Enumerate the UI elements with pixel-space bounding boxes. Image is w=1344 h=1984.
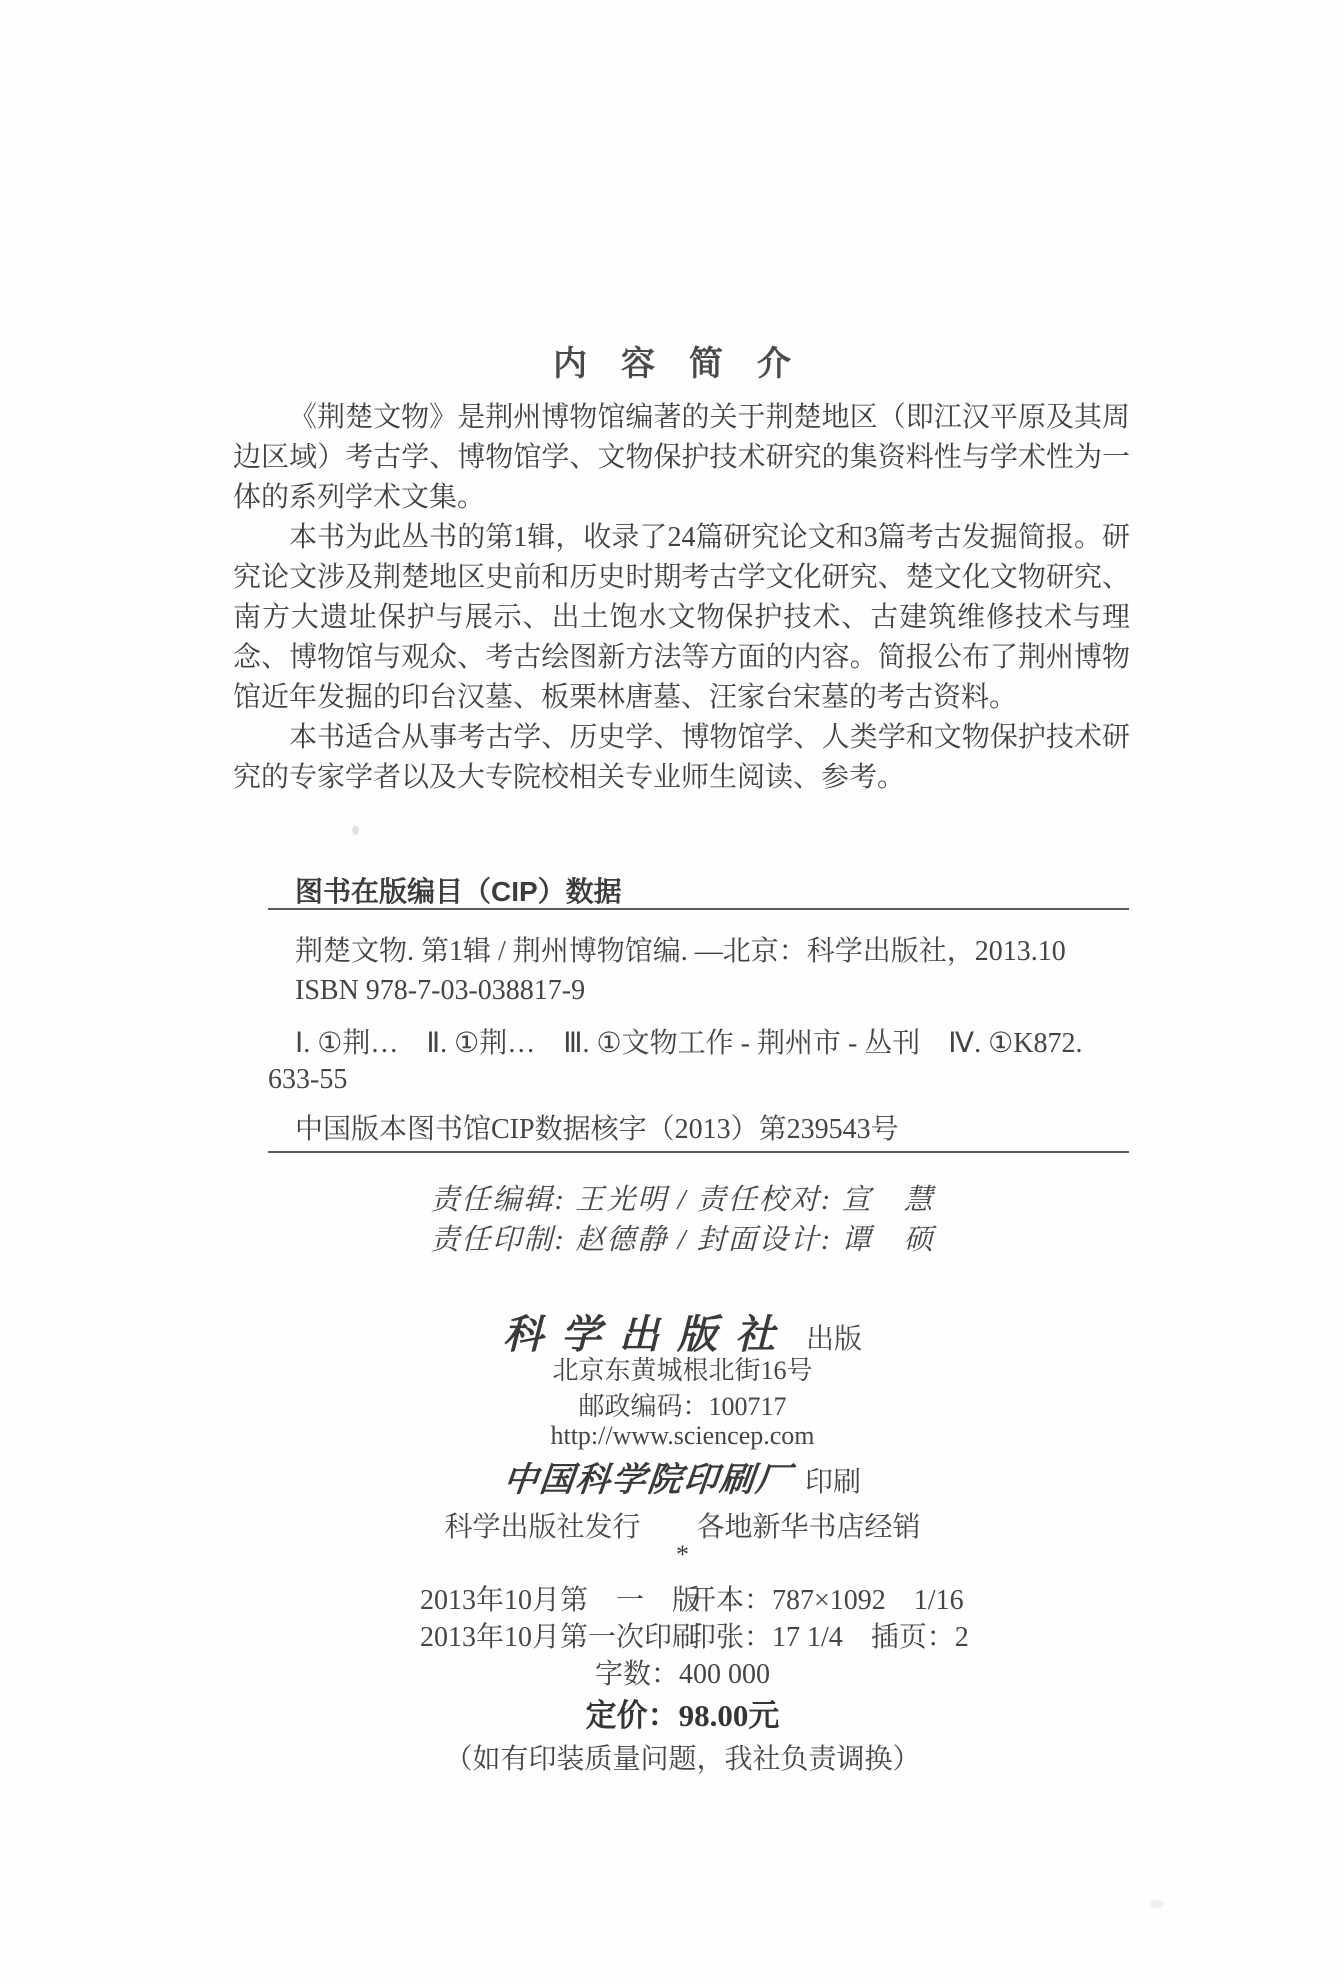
publisher-url: http://www.sciencep.com	[550, 1421, 815, 1450]
printer-logo-text: 中国科学院印刷厂	[501, 1462, 794, 1499]
scan-speck	[352, 826, 359, 835]
page-title: 内 容 简 介	[553, 345, 791, 383]
publisher-postcode: 邮政编码：100717	[578, 1392, 787, 1421]
intro-paragraph: 《荆楚文物》是荆州博物馆编著的关于荆楚地区（即江汉平原及其周边区域）考古学、博物馆学、文物保护技术研究的集资料性与学术性为一体的系列学术文集。	[233, 402, 1130, 513]
cip-classification-line: Ⅰ. ①荆… Ⅱ. ①荆… Ⅲ. ①文物工作 - 荆州市 - 丛刊 Ⅳ. ①K872.	[295, 1028, 1083, 1059]
intro-paragraph: 本书适合从事考古学、历史学、博物馆学、人类学和文物保护技术研究的专家学者以及大专院校相关专业师生阅读、参考。	[233, 722, 1130, 793]
format-spec: 开本：787×1092 1/16	[688, 1585, 964, 1616]
sheets-spec: 印张：17 1/4 插页：2	[688, 1622, 969, 1653]
credits-printing-line: 责任印制: 赵德静 / 封面设计: 谭 硕	[430, 1224, 935, 1256]
word-count: 字数：400 000	[594, 1659, 770, 1690]
intro-paragraph: 本书为此丛书的第1辑，收录了24篇研究论文和3篇考古发掘简报。研究论文涉及荆楚地区史前和历史时期考古学文化研究、楚文化文物研究、南方大遗址保护与展示、出土饱水文物保护技术、古建筑维修技术与理念、博物馆与观众、考古绘图新方法等方面的内容。简报公布了荆州博物馆近年发掘的印台汉墓、板栗林唐墓、汪家台宋墓的考古资料。	[233, 522, 1130, 713]
printer-line	[235, 1452, 1130, 1501]
publisher-address: 北京东黄城根北街16号	[552, 1356, 813, 1385]
quality-note: （如有印装质量问题，我社负责调换）	[444, 1744, 921, 1775]
publisher-suffix: 出版	[805, 1324, 862, 1355]
distribution-line: 科学出版社发行 各地新华书店经销	[444, 1512, 921, 1543]
section-divider-asterisk: *	[676, 1540, 689, 1569]
edition-date: 2013年10月第 一 版	[420, 1585, 701, 1616]
scan-speck	[1150, 1900, 1164, 1908]
cip-isbn-line: ISBN 978-7-03-038817-9	[295, 975, 586, 1006]
divider-rule	[268, 1151, 1129, 1153]
printer-suffix: 印刷	[804, 1467, 861, 1498]
cip-registry-number: 中国版本图书馆CIP数据核字（2013）第239543号	[295, 1114, 899, 1145]
publisher-logo-text: 科学出版社	[502, 1312, 793, 1357]
printing-date: 2013年10月第一次印刷	[420, 1622, 701, 1653]
cip-classification-continuation: 633-55	[268, 1064, 348, 1095]
price: 定价：98.00元	[585, 1698, 780, 1733]
divider-rule	[268, 908, 1129, 910]
credits-editing-line: 责任编辑: 王光明 / 责任校对: 宣 慧	[430, 1184, 935, 1216]
cip-title-line: 荆楚文物. 第1辑 / 荆州博物馆编. —北京：科学出版社，2013.10	[295, 936, 1066, 967]
cip-header: 图书在版编目（CIP）数据	[295, 876, 622, 907]
intro-summary	[233, 398, 1130, 798]
